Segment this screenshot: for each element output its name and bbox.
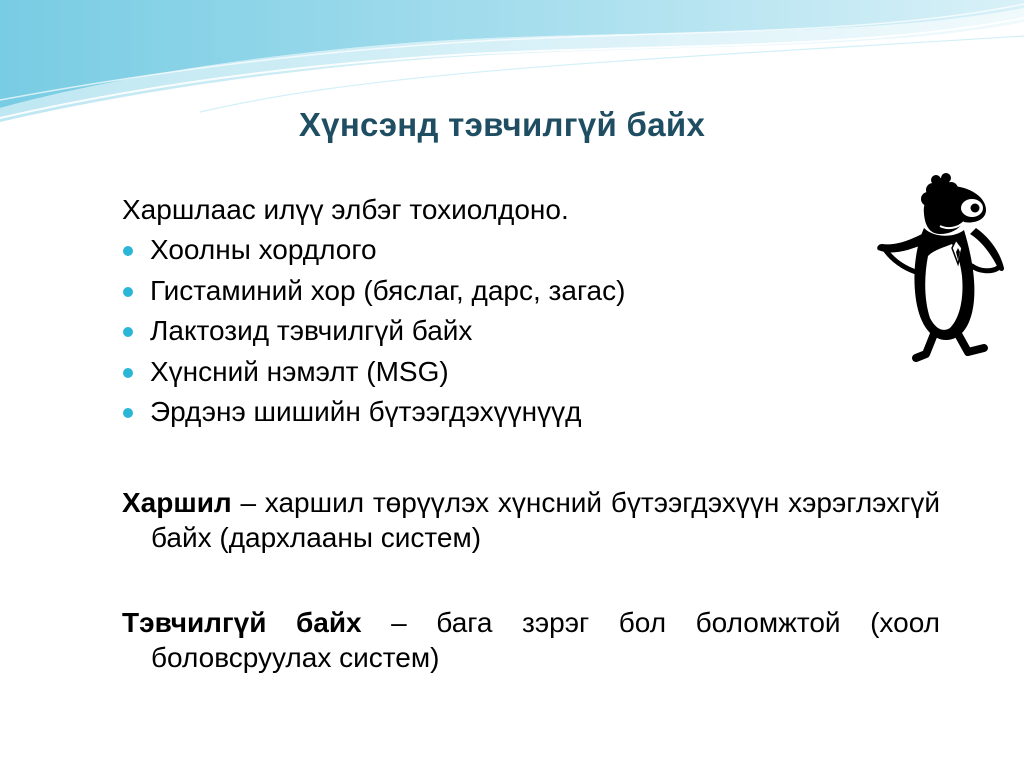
bullet-list <box>122 230 940 433</box>
intro-text: Харшлаас илүү элбэг тохиолдоно. <box>122 194 569 225</box>
bullet-item: Лактозид тэвчилгүй байх <box>122 311 940 352</box>
allergy-paragraph <box>122 485 940 555</box>
cartoon-penguin-icon <box>872 168 1012 373</box>
bullet-item: Эрдэнэ шишийн бүтээгдэхүүнүүд <box>122 392 940 433</box>
bullet-item: Хүнсний нэмэлт (MSG) <box>122 352 940 393</box>
intolerance-term: Тэвчилгүй байх <box>122 606 362 638</box>
intolerance-definition: – бага зэрэг бол боломжтой (хоол боловсруулах систем) <box>151 606 940 673</box>
bullet-item: Хоолны хордлого <box>122 230 940 271</box>
intolerance-paragraph <box>122 605 940 675</box>
bullet-item: Гистаминий хор (бяслаг, дарс, загас) <box>122 271 940 312</box>
slide-title: Хүнсэнд тэвчилгүй байх <box>298 106 706 143</box>
allergy-term: Харшил <box>122 486 232 518</box>
slide-body <box>122 190 940 675</box>
allergy-definition: – харшил төрүүлэх хүнсний бүтээгдэхүүн хэрэглэхгүй байх (дархлааны систем) <box>151 486 940 553</box>
